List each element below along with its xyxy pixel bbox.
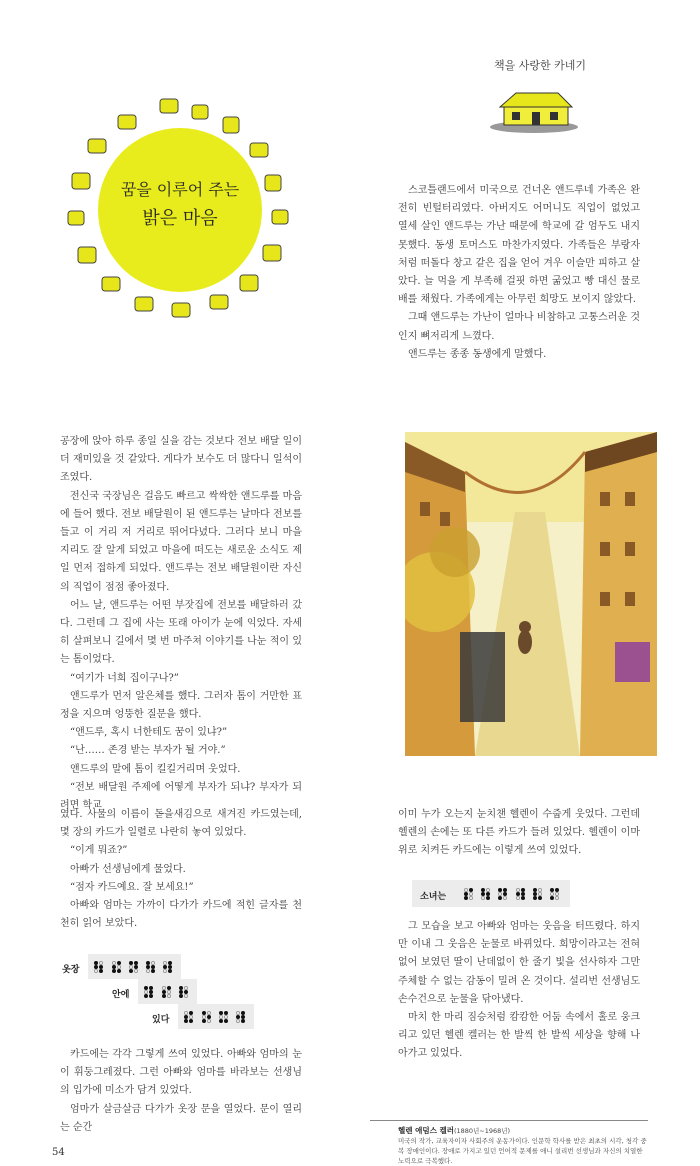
braille-dots	[178, 1004, 253, 1029]
top-right-text	[398, 182, 640, 364]
paragraph: 전신국 국장님은 걸음도 빠르고 싹싹한 앤드루를 마음에 들어 했다. 전보 배달원이 된 앤드루는 날마다 전보를 들고 이 거리 저 거리로 뛰어다녔다. 그러다 보니 마을 지리도 잘 알게 되었고 마을에 떠도는 새로운 소식도 제일 먼저 접하게 되었다. 앤드루는 전보 배달원이란 자신의 직업이 점점 좋아졌다.	[60, 490, 302, 593]
sun-title-line2: 밝은 마음	[142, 208, 218, 229]
braille-label: 있다	[152, 1015, 170, 1025]
paragraph: “앤드루, 혹시 너한테도 꿈이 있냐?”	[70, 727, 228, 739]
paragraph: 그 모습을 보고 아빠와 엄마는 웃음을 터뜨렸다. 하지만 이내 그 웃음은 눈물로 바뀌었다. 희망이라고는 전혀 없어 보였던 딸이 난데없이 한 줄기 빛을 선사하자 그만 주체할 수 없는 감동이 밀려 온 것이다. 설리번 선생님도 손수건으로 눈물을 닦아냈다.	[398, 921, 640, 1005]
footnote-text: 미국의 작가, 교육자이자 사회주의 운동가이다. 인문학 학사를 받은 최초의 시각, 청각 중복 장애인이다. 장애로 가지고 있던 언어적 문제를 애니 설리번 선생님과 자신의 치열한 노력으로 극복했다.	[398, 1137, 647, 1165]
braille-label: 소녀는	[420, 892, 447, 902]
page-number: 54	[52, 1147, 65, 1158]
braille-dots	[138, 979, 196, 1004]
paragraph: “점자 카드예요. 잘 보세요!”	[70, 881, 194, 893]
bottom-right-text-2	[398, 918, 640, 1064]
paragraph: 앤드루의 말에 톰이 킬킬거리며 웃었다.	[70, 763, 241, 775]
paragraph: 앤드루가 먼저 알은체를 했다. 그러자 톰이 거만한 표정을 지으며 엉뚱한 질문을 했다.	[60, 690, 302, 721]
bottom-left-text-2	[60, 1046, 302, 1137]
sun-illustration	[60, 95, 300, 325]
footnote-name: 헬렌 애덤스 켈러	[398, 1126, 454, 1135]
street-illustration	[405, 432, 657, 756]
sun-title-line1: 꿈을 이루어 주는	[120, 180, 240, 199]
paragraph: “이게 뭐죠?”	[70, 845, 128, 857]
braille-card-girl	[412, 880, 570, 907]
paragraph: 그때 앤드루는 가난이 얼마나 비참하고 고통스러운 것인지 뼈저리게 느꼈다.	[398, 312, 640, 342]
paragraph: 엄마가 살금살금 다가가 옷장 문을 열었다. 문이 열리는 순간	[60, 1103, 302, 1133]
paragraph: 카드에는 각각 그렇게 쓰여 있었다. 아빠와 엄마의 눈이 휘둥그레졌다. 그런 아빠와 엄마를 바라보는 선생님의 입가에 미소가 담겨 있었다.	[60, 1049, 302, 1097]
braille-card-closet	[62, 954, 181, 979]
paragraph: 앤드루는 종종 동생에게 말했다.	[408, 348, 547, 360]
paragraph: 스코틀랜드에서 미국으로 건너온 앤드루네 가족은 완전히 빈털터리였다. 아버지도 어머니도 직업이 없었고 열세 살인 앤드루는 가난 때문에 학교에 갈 엄두도 내지 못했다. 동생 토머스도 마찬가지였다. 가족들은 부랑자처럼 떠돌다 창고 같은 집을 얻어 겨우 이슬만 피하고 살았다. 늘 먹을 게 부족해 걸핏 하면 굶었고 빵 대신 물로 배를 채웠다. 가족에게는 아무런 희망도 보이지 않았다.	[398, 185, 640, 306]
braille-dots	[88, 954, 180, 979]
paragraph: 공장에 앉아 하루 종일 실을 감는 것보다 전보 배달 일이 더 재미있을 것 같았다. 게다가 보수도 더 많다니 일석이조였다.	[60, 436, 302, 484]
middle-left-text	[60, 433, 302, 815]
paragraph: 어느 날, 앤드루는 어떤 부잣집에 전보를 배달하러 갔다. 그런데 그 집에 사는 또래 아이가 눈에 익었다. 자세히 살펴보니 길에서 몇 번 마주쳐 이야기를 나눈 적이 있는 톰이었다.	[60, 599, 302, 666]
braille-strip	[412, 880, 570, 907]
braille-label: 안에	[112, 990, 130, 1000]
footnote	[398, 1126, 648, 1166]
paragraph: 였다. 사물의 이름이 돋을새김으로 새겨진 카드였는데, 몇 장의 카드가 일렬로 나란히 놓여 있었다.	[60, 809, 302, 839]
paragraph: “여기가 너희 집이구나?”	[70, 672, 179, 684]
paragraph: 이미 누가 오는지 눈치챈 헬렌이 수줍게 웃었다. 그런데 헬렌의 손에는 또 다른 카드가 들려 있었다. 헬렌이 이마 위로 치켜든 카드에는 이렇게 쓰여 있었다.	[398, 809, 640, 857]
paragraph: 아빠와 엄마는 가까이 다가가 카드에 적힌 글자를 천천히 읽어 보았다.	[60, 900, 302, 930]
paragraph: “전보 배달원 주제에 어떻게 부자가 되냐? 부자가 되려면 학교	[60, 781, 302, 812]
paragraph: 아빠가 선생님에게 물었다.	[70, 863, 186, 875]
braille-card-inside	[112, 979, 197, 1004]
braille-card-is	[152, 1004, 254, 1029]
braille-label: 옷장	[62, 965, 80, 975]
bottom-right-text	[398, 806, 640, 861]
paragraph: 마치 한 마리 짐승처럼 캄캄한 어둠 속에서 홀로 웅크리고 있던 헬렌 켈러는 한 발씩 한 발씩 세상을 향해 나아가고 있었다.	[398, 1012, 640, 1060]
footnote-divider	[370, 1120, 648, 1121]
paragraph: “난…… 존경 받는 부자가 될 거야.”	[70, 745, 226, 757]
house-illustration	[488, 85, 580, 135]
footnote-years: (1880년~1968년)	[453, 1127, 511, 1135]
bottom-left-text	[60, 806, 302, 933]
chapter-title: 책을 사랑한 카네기	[493, 59, 586, 72]
